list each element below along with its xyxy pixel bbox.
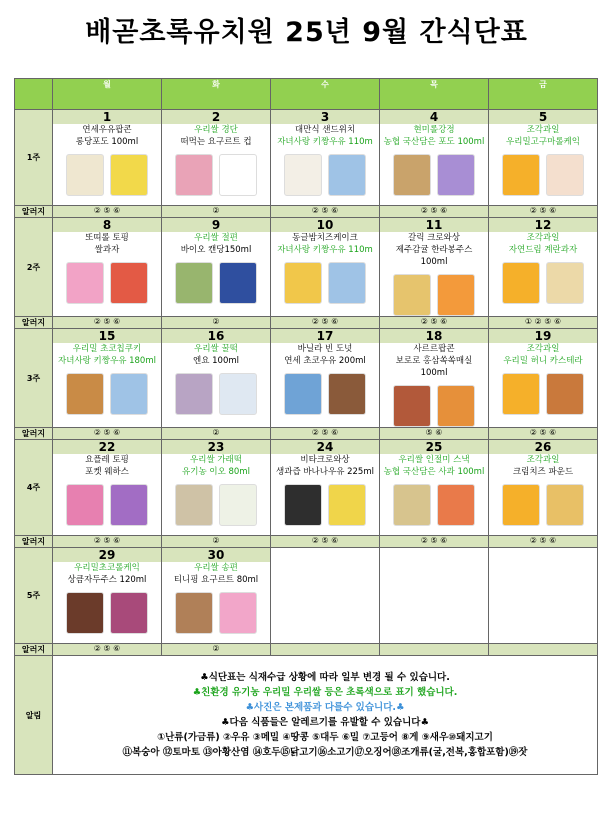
day-number: 15: [53, 329, 161, 343]
snack-item-2: 자녀사랑 키짱우유 110m: [277, 245, 373, 255]
allergy-codes: [380, 644, 489, 656]
week-row: [15, 218, 598, 317]
allergy-label: 알러지: [15, 428, 53, 440]
day-number: 11: [380, 218, 488, 232]
notice-label: 알림: [15, 656, 53, 775]
day-number: 10: [271, 218, 379, 232]
snack-item-2: 자연드림 계란과자: [508, 245, 578, 255]
day-cell: [489, 440, 598, 536]
week-label: 4주: [15, 440, 53, 536]
day-cell: [162, 548, 271, 644]
day-number: 26: [489, 440, 597, 454]
day-number: 17: [271, 329, 379, 343]
snack-item-1: 우리쌀 경단: [194, 125, 238, 135]
day-number: 9: [162, 218, 270, 232]
day-cell: [53, 440, 162, 536]
snack-item-1: 우리밀 초코칩쿠키: [72, 344, 142, 354]
snack-photos: [271, 154, 379, 196]
day-cell: [162, 218, 271, 317]
snack-item-1: 우리쌀 가래떡: [190, 455, 242, 465]
snack-item-2: 생과즙 바나나우유 225ml: [276, 467, 374, 477]
snack-item-2: 보로로 홍삼쏙쏙매실: [395, 356, 473, 366]
drink-photo: [546, 262, 584, 304]
allergy-codes: ② ⑤ ⑥: [489, 206, 598, 218]
snack-photos: [271, 484, 379, 526]
snack-item-1: 대만식 샌드위치: [294, 125, 356, 135]
drink-photo: [437, 385, 475, 427]
snack-item-2: 자녀사랑 키짱우유 110m: [277, 137, 373, 147]
week-label: 1주: [15, 110, 53, 206]
snack-photos: [162, 373, 270, 415]
day-number: 22: [53, 440, 161, 454]
allergen-list-1: ①난류(가금류) ②우유 ③메밀 ④땅콩 ⑤대두 ⑥밀 ⑦고등어 ⑧게 ⑨새우⑩돼지고기: [157, 732, 493, 743]
day-cell: [53, 218, 162, 317]
drink-photo: [546, 484, 584, 526]
day-number: 2: [162, 110, 270, 124]
drink-photo: [219, 592, 257, 634]
allergy-codes: ②: [162, 536, 271, 548]
allergy-codes: ② ⑤ ⑥: [271, 428, 380, 440]
weekday-tue: 화: [162, 79, 271, 110]
day-cell: [489, 329, 598, 428]
day-cell: [53, 110, 162, 206]
day-cell: [162, 329, 271, 428]
snack-photo: [175, 154, 213, 196]
snack-item-1: 동글밤치즈케이크: [292, 233, 358, 243]
snack-photos: [162, 592, 270, 634]
day-number: 18: [380, 329, 488, 343]
drink-photo: [546, 373, 584, 415]
week-row: [15, 329, 598, 428]
notice-line-4: ♣다음 식품들은 알레르기를 유발할 수 있습니다♣: [221, 717, 429, 728]
week-label: 5주: [15, 548, 53, 644]
day-cell: [271, 440, 380, 536]
drink-photo: [328, 262, 366, 304]
week-label: 3주: [15, 329, 53, 428]
day-number: 16: [162, 329, 270, 343]
snack-photo: [66, 484, 104, 526]
allergy-row: [15, 317, 598, 329]
empty-day-cell: [271, 548, 380, 644]
snack-photo: [502, 373, 540, 415]
snack-photo: [284, 154, 322, 196]
snack-photo: [284, 373, 322, 415]
allergy-label: 알러지: [15, 206, 53, 218]
snack-photos: [162, 154, 270, 196]
empty-day-cell: [380, 548, 489, 644]
week-row: [15, 548, 598, 644]
week-label: 2주: [15, 218, 53, 317]
allergy-codes: [489, 644, 598, 656]
allergy-codes: ② ⑤ ⑥: [53, 644, 162, 656]
snack-item-2: 엔요 100ml: [193, 356, 239, 366]
allergy-codes: ②: [162, 206, 271, 218]
day-number: 25: [380, 440, 488, 454]
day-cell: [271, 329, 380, 428]
snack-item-1: 연세우유팝콘: [82, 125, 132, 135]
weekday-thu: 목: [380, 79, 489, 110]
snack-item-1: 갈릭 크로와상: [408, 233, 460, 243]
day-cell: [162, 440, 271, 536]
allergy-codes: ② ⑤ ⑥: [53, 206, 162, 218]
drink-photo: [437, 154, 475, 196]
day-number: 12: [489, 218, 597, 232]
day-cell: [380, 218, 489, 317]
allergy-codes: ② ⑤ ⑥: [271, 317, 380, 329]
snack-photos: [53, 592, 161, 634]
day-number: 1: [53, 110, 161, 124]
allergy-codes: ②: [162, 428, 271, 440]
snack-photos: [380, 385, 488, 427]
snack-menu-table: [14, 78, 598, 775]
snack-item-1: 사르르팝콘: [413, 344, 455, 354]
notice-line-3: ♣사진은 본제품과 다를수 있습니다.♣: [245, 702, 405, 713]
snack-item-2: 우리밀 허니 카스테라: [503, 356, 583, 366]
allergy-codes: ⑤ ⑥: [380, 428, 489, 440]
day-cell: [271, 110, 380, 206]
day-cell: [380, 440, 489, 536]
snack-photo: [502, 484, 540, 526]
drink-photo: [546, 154, 584, 196]
day-number: 5: [489, 110, 597, 124]
snack-item-2: 유기농 이오 80ml: [182, 467, 250, 477]
snack-photos: [489, 262, 597, 304]
allergy-codes: ②: [162, 644, 271, 656]
snack-photo: [175, 484, 213, 526]
snack-item-2: 농협 국산담은 사과 100ml: [383, 467, 485, 477]
snack-photos: [53, 484, 161, 526]
snack-item-2: 농협 국산담은 포도 100ml: [383, 137, 485, 147]
header-corner: [15, 79, 53, 110]
snack-item-2: 연세 초코우유 200ml: [284, 356, 366, 366]
snack-photo: [284, 484, 322, 526]
drink-photo: [219, 484, 257, 526]
snack-photos: [162, 262, 270, 304]
day-number: 23: [162, 440, 270, 454]
drink-photo: [219, 373, 257, 415]
weekday-mon: 월: [53, 79, 162, 110]
snack-photos: [271, 373, 379, 415]
snack-photos: [489, 154, 597, 196]
drink-photo: [110, 592, 148, 634]
snack-photos: [162, 484, 270, 526]
day-cell: [380, 329, 489, 428]
allergy-codes: ① ② ⑤ ⑥: [489, 317, 598, 329]
snack-photos: [271, 262, 379, 304]
day-cell: [162, 110, 271, 206]
allergy-label: 알러지: [15, 317, 53, 329]
snack-item-2: 바이오 캔당150ml: [180, 245, 252, 255]
day-number: 19: [489, 329, 597, 343]
allergy-label: 알러지: [15, 536, 53, 548]
snack-photos: [53, 154, 161, 196]
snack-item-1: 조각과일: [526, 344, 560, 354]
allergy-codes: ② ⑤ ⑥: [489, 536, 598, 548]
day-cell: [53, 329, 162, 428]
notice-row: [15, 656, 598, 775]
day-number: 29: [53, 548, 161, 562]
allergy-codes: ② ⑤ ⑥: [53, 536, 162, 548]
snack-item-2-volume: 100ml: [420, 257, 448, 267]
weekday-wed: 수: [271, 79, 380, 110]
allergy-row: [15, 428, 598, 440]
empty-day-cell: [489, 548, 598, 644]
day-number: 24: [271, 440, 379, 454]
snack-item-2: 상큼자두주스 120ml: [67, 575, 147, 585]
snack-photos: [489, 373, 597, 415]
snack-item-2-volume: 100ml: [420, 368, 448, 378]
snack-item-1: 요플레 토핑: [85, 455, 129, 465]
snack-photos: [380, 484, 488, 526]
allergy-row: [15, 536, 598, 548]
snack-photos: [53, 373, 161, 415]
drink-photo: [328, 373, 366, 415]
snack-photo: [393, 385, 431, 427]
snack-photo: [393, 274, 431, 316]
week-row: [15, 110, 598, 206]
snack-photo: [175, 262, 213, 304]
drink-photo: [437, 484, 475, 526]
snack-item-1: 조각과일: [526, 455, 560, 465]
day-cell: [489, 218, 598, 317]
day-number: 3: [271, 110, 379, 124]
allergy-label: 알러지: [15, 644, 53, 656]
snack-item-1: 조각과일: [526, 233, 560, 243]
allergy-codes: ② ⑤ ⑥: [380, 317, 489, 329]
snack-item-2: 포켓 웨하스: [85, 467, 129, 477]
allergy-codes: ② ⑤ ⑥: [380, 206, 489, 218]
notice-line-1: ♣식단표는 식재수급 상황에 따라 일부 변경 될 수 있습니다.: [200, 672, 450, 683]
day-cell: [380, 110, 489, 206]
snack-item-1: 현미롤강정: [413, 125, 455, 135]
snack-photos: [380, 154, 488, 196]
snack-item-1: 우리쌀 인절미 스낵: [398, 455, 470, 465]
snack-item-2: 크림치즈 파운드: [512, 467, 574, 477]
allergy-codes: ② ⑤ ⑥: [53, 428, 162, 440]
snack-photo: [66, 373, 104, 415]
allergy-row: [15, 644, 598, 656]
allergy-codes: ② ⑤ ⑥: [380, 536, 489, 548]
day-number: 8: [53, 218, 161, 232]
day-number: 4: [380, 110, 488, 124]
snack-photo: [175, 373, 213, 415]
notice-box: [53, 656, 598, 775]
snack-photo: [393, 154, 431, 196]
allergy-codes: ② ⑤ ⑥: [271, 206, 380, 218]
day-cell: [271, 218, 380, 317]
allergy-codes: ② ⑤ ⑥: [271, 536, 380, 548]
snack-photos: [489, 484, 597, 526]
drink-photo: [110, 154, 148, 196]
snack-photos: [53, 262, 161, 304]
snack-item-1: 우리밀초코롤케익: [74, 563, 140, 573]
allergy-codes: ②: [162, 317, 271, 329]
snack-item-1: 우리쌀 송편: [194, 563, 238, 573]
drink-photo: [437, 274, 475, 316]
weekday-fri: 금: [489, 79, 598, 110]
page-title: 배곧초록유치원 25년 9월 간식단표: [85, 17, 528, 48]
snack-photo: [284, 262, 322, 304]
week-row: [15, 440, 598, 536]
snack-item-1: 바닐라 빈 도넛: [297, 344, 353, 354]
drink-photo: [110, 262, 148, 304]
drink-photo: [219, 262, 257, 304]
snack-item-2: 티니핑 요구르트 80ml: [173, 575, 259, 585]
snack-item-2: 떠먹는 요구르트 컵: [180, 137, 252, 147]
notice-line-2: ♣친환경 유기농 우리밀 우리쌀 등은 초록색으로 표기 했습니다.: [192, 687, 458, 698]
allergy-codes: ② ⑤ ⑥: [53, 317, 162, 329]
snack-item-1: 비타크로와상: [300, 455, 350, 465]
allergy-row: [15, 206, 598, 218]
snack-photo: [502, 262, 540, 304]
snack-photo: [175, 592, 213, 634]
snack-item-1: 조각과일: [526, 125, 560, 135]
snack-item-1: 또띠롤 토핑: [85, 233, 129, 243]
drink-photo: [328, 484, 366, 526]
drink-photo: [219, 154, 257, 196]
snack-item-1: 우리쌀 꿀떡: [194, 344, 238, 354]
snack-photo: [66, 262, 104, 304]
snack-photos: [380, 274, 488, 316]
snack-photo: [502, 154, 540, 196]
snack-item-2: 우리밀고구마롤케익: [506, 137, 580, 147]
snack-item-1: 우리쌀 절편: [194, 233, 238, 243]
snack-item-2: 롱당포도 100ml: [75, 137, 139, 147]
drink-photo: [110, 373, 148, 415]
snack-photo: [66, 592, 104, 634]
snack-item-2: 쌀과자: [94, 245, 120, 255]
day-cell: [53, 548, 162, 644]
day-number: 30: [162, 548, 270, 562]
weekday-header-row: [15, 79, 598, 110]
snack-photo: [66, 154, 104, 196]
snack-item-2: 자녀사랑 키짱우유 180ml: [58, 356, 156, 366]
snack-photo: [393, 484, 431, 526]
allergy-codes: ② ⑤ ⑥: [489, 428, 598, 440]
allergy-codes: [271, 644, 380, 656]
day-cell: [489, 110, 598, 206]
drink-photo: [328, 154, 366, 196]
drink-photo: [110, 484, 148, 526]
allergen-list-2: ⑪복숭아 ⑫토마토 ⑬아황산염 ⑭호두⑮닭고기⑯소고기⑰오징어⑱조개류(굴,전복,홍합포함)⑲잣: [122, 747, 528, 758]
snack-item-2: 제주감귤 한라봉주스: [395, 245, 473, 255]
